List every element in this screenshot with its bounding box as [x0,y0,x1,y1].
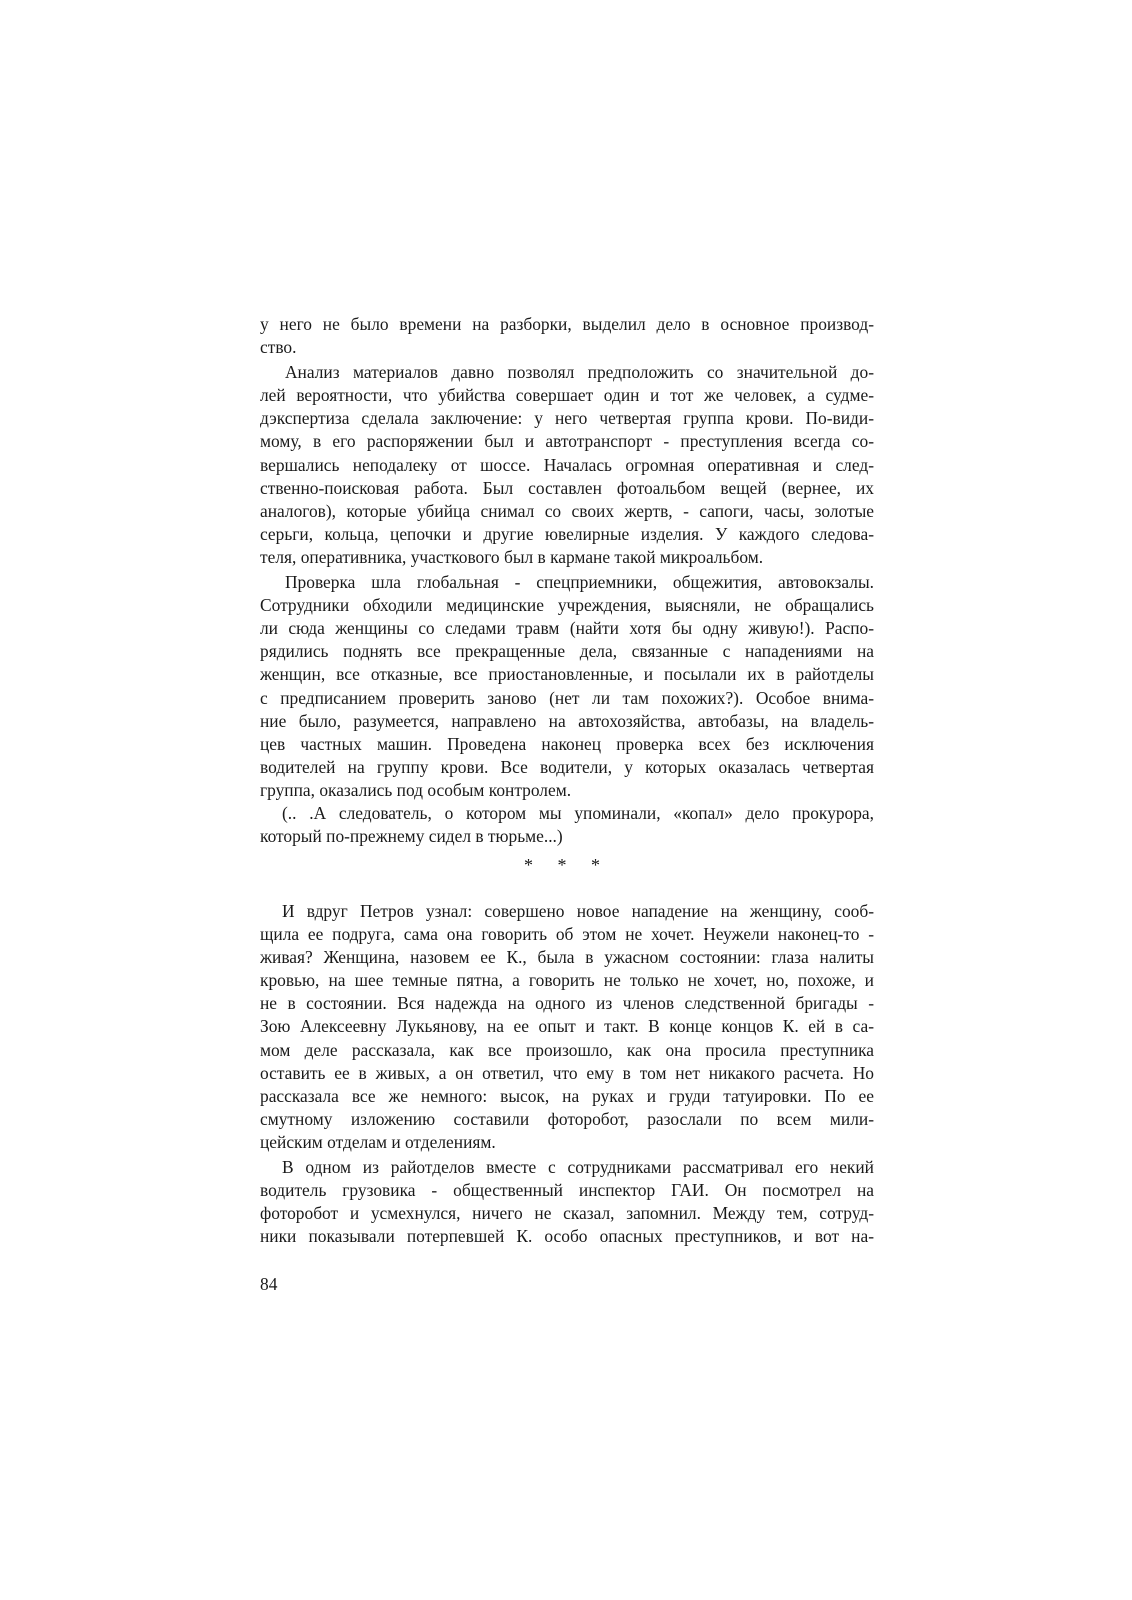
text-line: с предписанием проверить заново (нет ли там похожих?). Особое внима- [260,687,874,708]
text-line: Анализ материалов давно позволял предположить со значительной до- [285,362,874,383]
text-line: водителей на группу крови. Все водители, у которых оказалась четвертая [260,756,874,777]
text-line: лей вероятности, что убийства совершает один и тот же человек, а судме- [260,385,874,406]
text-line: рассказала все же немного: высок, на руках и груди татуировки. По ее [260,1085,874,1106]
text-line: оставить ее в живых, а он ответил, что ему в том нет никакого расчета. Но [260,1062,874,1083]
text-line: ники показывали потерпевшей К. особо опасных преступников, и вот на- [260,1226,874,1247]
text-line: ли сюда женщины со следами травм (найти хотя бы одну живую!). Распо- [260,618,874,639]
text-line: женщин, все отказные, все приостановленные, и посылали их в райотделы [260,664,874,685]
page-number: 84 [260,1274,278,1294]
text-line: Проверка шла глобальная - спецприемники, общежития, автовокзалы. [285,572,874,593]
text-line: кровью, на шее темные пятна, а говорить не только не хочет, но, похоже, и [260,970,874,991]
text-block-top [260,313,874,848]
text-line: ственно-поисковая работа. Был составлен фотоальбом вещей (вернее, их [260,477,874,498]
text-line: вершались неподалеку от шоссе. Началась огромная оперативная и след- [260,454,874,475]
text-line: смутному изложению составили фоторобот, разослали по всем мили- [260,1108,874,1129]
text-line: мом деле рассказала, как все произошло, как она просила преступника [260,1039,874,1060]
text-line: В одном из райотделов вместе с сотрудниками рассматривал его некий [282,1157,874,1178]
text-line: цев частных машин. Проведена наконец проверка всех без исключения [260,733,874,754]
text-line: ние было, разумеется, направлено на автохозяйства, автобазы, на владель- [260,710,874,731]
text-line: у него не было времени на разборки, выделил дело в основное производ- [260,314,874,334]
text-line: теля, оперативника, участкового был в кармане такой микроальбом. [260,546,764,567]
text-line: фоторобот и усмехнулся, ничего не сказал, запомнил. Между тем, сотруд- [260,1203,874,1224]
text-line: аналогов), которые убийца снимал со своих жертв, - сапоги, часы, золотые [260,500,874,521]
text-line: рядились поднять все прекращенные дела, связанные с нападениями на [260,641,874,662]
text-line: группа, оказались под особым контролем. [260,779,572,800]
section-separator: * * * [524,855,610,875]
text-line: цейским отделам и отделениям. [260,1131,496,1152]
text-line: (.. .А следователь, о котором мы упоминали, «копал» дело прокурора, [282,802,874,823]
text-line: живая? Женщина, назовем ее К., была в ужасном состоянии: глаза налиты [260,947,874,968]
text-block-bottom [260,900,874,1248]
text-line: щила ее подруга, сама она говорить об этом не хочет. Неужели наконец-то - [260,924,874,945]
text-line: Зою Алексеевну Лукьянову, на ее опыт и такт. В конце концов К. ей в са- [260,1016,874,1037]
text-line: мому, в его распоряжении был и автотранспорт - преступления всегда со- [260,431,874,452]
text-line: серьги, кольца, цепочки и другие ювелирные изделия. У каждого следова- [260,523,874,544]
text-line: И вдруг Петров узнал: совершено новое нападение на женщину, сооб- [282,901,874,921]
text-line: водитель грузовика - общественный инспектор ГАИ. Он посмотрел на [260,1180,874,1201]
text-line: дэкспертиза сделала заключение: у него четвертая группа крови. По-види- [260,408,874,429]
text-line: который по-прежнему сидел в тюрьме...) [260,826,563,847]
text-line: не в состоянии. Вся надежда на одного из членов следственной бригады - [260,993,874,1014]
text-line: ство. [260,337,297,358]
text-line: Сотрудники обходили медицинские учреждения, выясняли, не обращались [260,595,874,616]
